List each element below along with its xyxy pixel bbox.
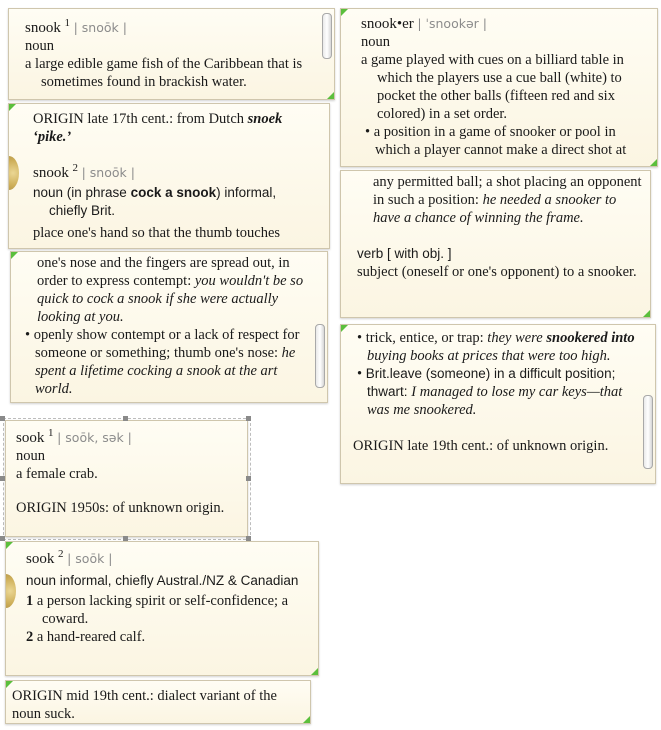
corner-marker-icon (9, 104, 16, 111)
entry-card-snooker-senses[interactable] (340, 324, 656, 484)
headword-line (16, 429, 239, 447)
entry-card-snook-2-continued[interactable] (10, 251, 328, 403)
homograph-number: 1 (64, 17, 70, 30)
entry-card-snooker-continued[interactable] (340, 170, 651, 318)
origin-note: ORIGIN late 17th cent.: from Dutch snoek ‘pike.’ (33, 111, 283, 145)
entry-card-snook-2[interactable] (8, 103, 330, 249)
part-of-speech: noun (361, 34, 390, 50)
resize-corner-icon[interactable] (303, 716, 310, 723)
homograph-number: 2 (57, 548, 64, 561)
sub-sense: • Brit.leave (someone) in a difficult position; thwart: I managed to lose my car keys—that was me snookered. (357, 366, 623, 418)
pronunciation: | soōk, sək | (57, 430, 132, 445)
example-sentence: you wouldn't be so quick to cock a snook if she were actually looking at you. (37, 273, 304, 325)
example-sentence: I managed to lose my car keys—that was me snookered. (367, 384, 623, 418)
resize-handle[interactable] (246, 416, 251, 421)
medallion-icon (8, 156, 19, 190)
entry-card-sook-origin[interactable] (5, 680, 311, 724)
headword: snook (25, 20, 61, 36)
headword: sook (26, 551, 55, 567)
definition-continued: one's nose and the fingers are spread out, in order to express contempt: you wouldn't be so quick to cock a snook if she were actually looking at you. (37, 255, 304, 325)
definition: a large edible game fish of the Caribbean that is sometimes found in brackish water. (25, 56, 303, 90)
homograph-number: 1 (47, 427, 54, 440)
sense-1: 1 a person lacking spirit or self-confidence; a coward. (26, 593, 289, 627)
headword: snook (33, 165, 69, 181)
sub-sense: • a position in a game of snooker or pool in which a player cannot make a direct shot at (365, 124, 627, 158)
resize-corner-icon[interactable] (643, 310, 650, 317)
scrollbar-thumb[interactable] (315, 324, 325, 388)
corner-marker-icon (341, 9, 348, 16)
definition: subject (oneself or one's opponent) to a snooker. (357, 264, 637, 280)
medallion-icon (5, 574, 16, 608)
corner-marker-icon (6, 542, 13, 549)
sense-number: 2 (26, 629, 34, 645)
homograph-number: 2 (72, 162, 78, 175)
origin-word: snoek ‘pike.’ (33, 111, 283, 145)
entry-card-sook-2[interactable] (5, 541, 319, 676)
origin-note: ORIGIN 1950s: of unknown origin. (16, 500, 225, 516)
sense-number: 1 (26, 593, 34, 609)
origin-note: ORIGIN late 19th cent.: of unknown origin. (353, 438, 609, 454)
bullet-icon: • (357, 330, 366, 346)
resize-handle[interactable] (123, 416, 128, 421)
resize-corner-icon[interactable] (327, 92, 334, 99)
pronunciation: | snoōk | (81, 165, 135, 180)
headword: sook (16, 430, 45, 446)
corner-marker-icon (6, 681, 13, 688)
pronunciation: | snoōk | (73, 20, 127, 35)
part-of-speech: noun (16, 448, 45, 464)
sense-2: 2 a hand-reared calf. (26, 629, 146, 645)
bullet-icon: • (357, 366, 366, 382)
resize-corner-icon[interactable] (311, 668, 318, 675)
resize-handle[interactable] (0, 416, 5, 421)
part-of-speech: verb [ with obj. ] (357, 246, 452, 261)
part-of-speech: noun (25, 38, 54, 54)
headword-line (25, 19, 314, 37)
part-of-speech: noun informal, chiefly Austral./NZ & Canadian (26, 573, 299, 588)
example-sentence: he needed a snooker to have a chance of winning the frame. (373, 192, 617, 226)
headword-line (33, 164, 317, 182)
scrollbar-thumb[interactable] (322, 13, 332, 59)
example-sentence: he spent a lifetime cocking a snook at the art world. (35, 345, 296, 397)
phrase: cock a snook (130, 185, 217, 200)
headword: snook•er (361, 16, 414, 32)
entry-card-sook-1[interactable] (5, 420, 248, 537)
resize-handle[interactable] (246, 476, 251, 481)
pronunciation: | ˈsnookər | (417, 16, 487, 31)
resize-corner-icon[interactable] (650, 159, 657, 166)
phrase: snookered into (546, 330, 635, 346)
definition: place one's hand so that the thumb touches (33, 225, 281, 241)
bullet-icon: • (365, 124, 374, 140)
headword-line (361, 15, 647, 33)
entry-card-snook-1[interactable] (8, 8, 335, 100)
origin-note: ORIGIN mid 19th cent.: dialect variant of the noun suck. (12, 688, 277, 722)
resize-handle[interactable] (0, 476, 5, 481)
scrollbar-thumb[interactable] (643, 395, 653, 469)
corner-marker-icon (11, 252, 18, 259)
sub-sense: • openly show contempt or a lack of respect for someone or something; thumb one's nose: he spent a lifetime cocking a snook at the art world. (25, 327, 300, 397)
headword-line (26, 550, 306, 568)
entry-card-snooker[interactable] (340, 8, 658, 167)
sub-sense: • trick, entice, or trap: they were snookered into buying books at prices that were too high. (357, 330, 635, 364)
pronunciation: | soōk | (67, 551, 113, 566)
bullet-icon: • (25, 327, 34, 343)
definition-continued: any permitted ball; a shot placing an opponent in such a position: he needed a snooker to have a chance of winning the frame. (373, 174, 642, 226)
corner-marker-icon (341, 325, 348, 332)
part-of-speech: noun (in phrase cock a snook) informal, chiefly Brit. (33, 185, 277, 218)
definition: a game played with cues on a billiard table in which the players use a cue ball (white) to pocket the other balls (fifteen red and six colored) in a set order. (361, 52, 624, 122)
definition: a female crab. (16, 466, 98, 482)
